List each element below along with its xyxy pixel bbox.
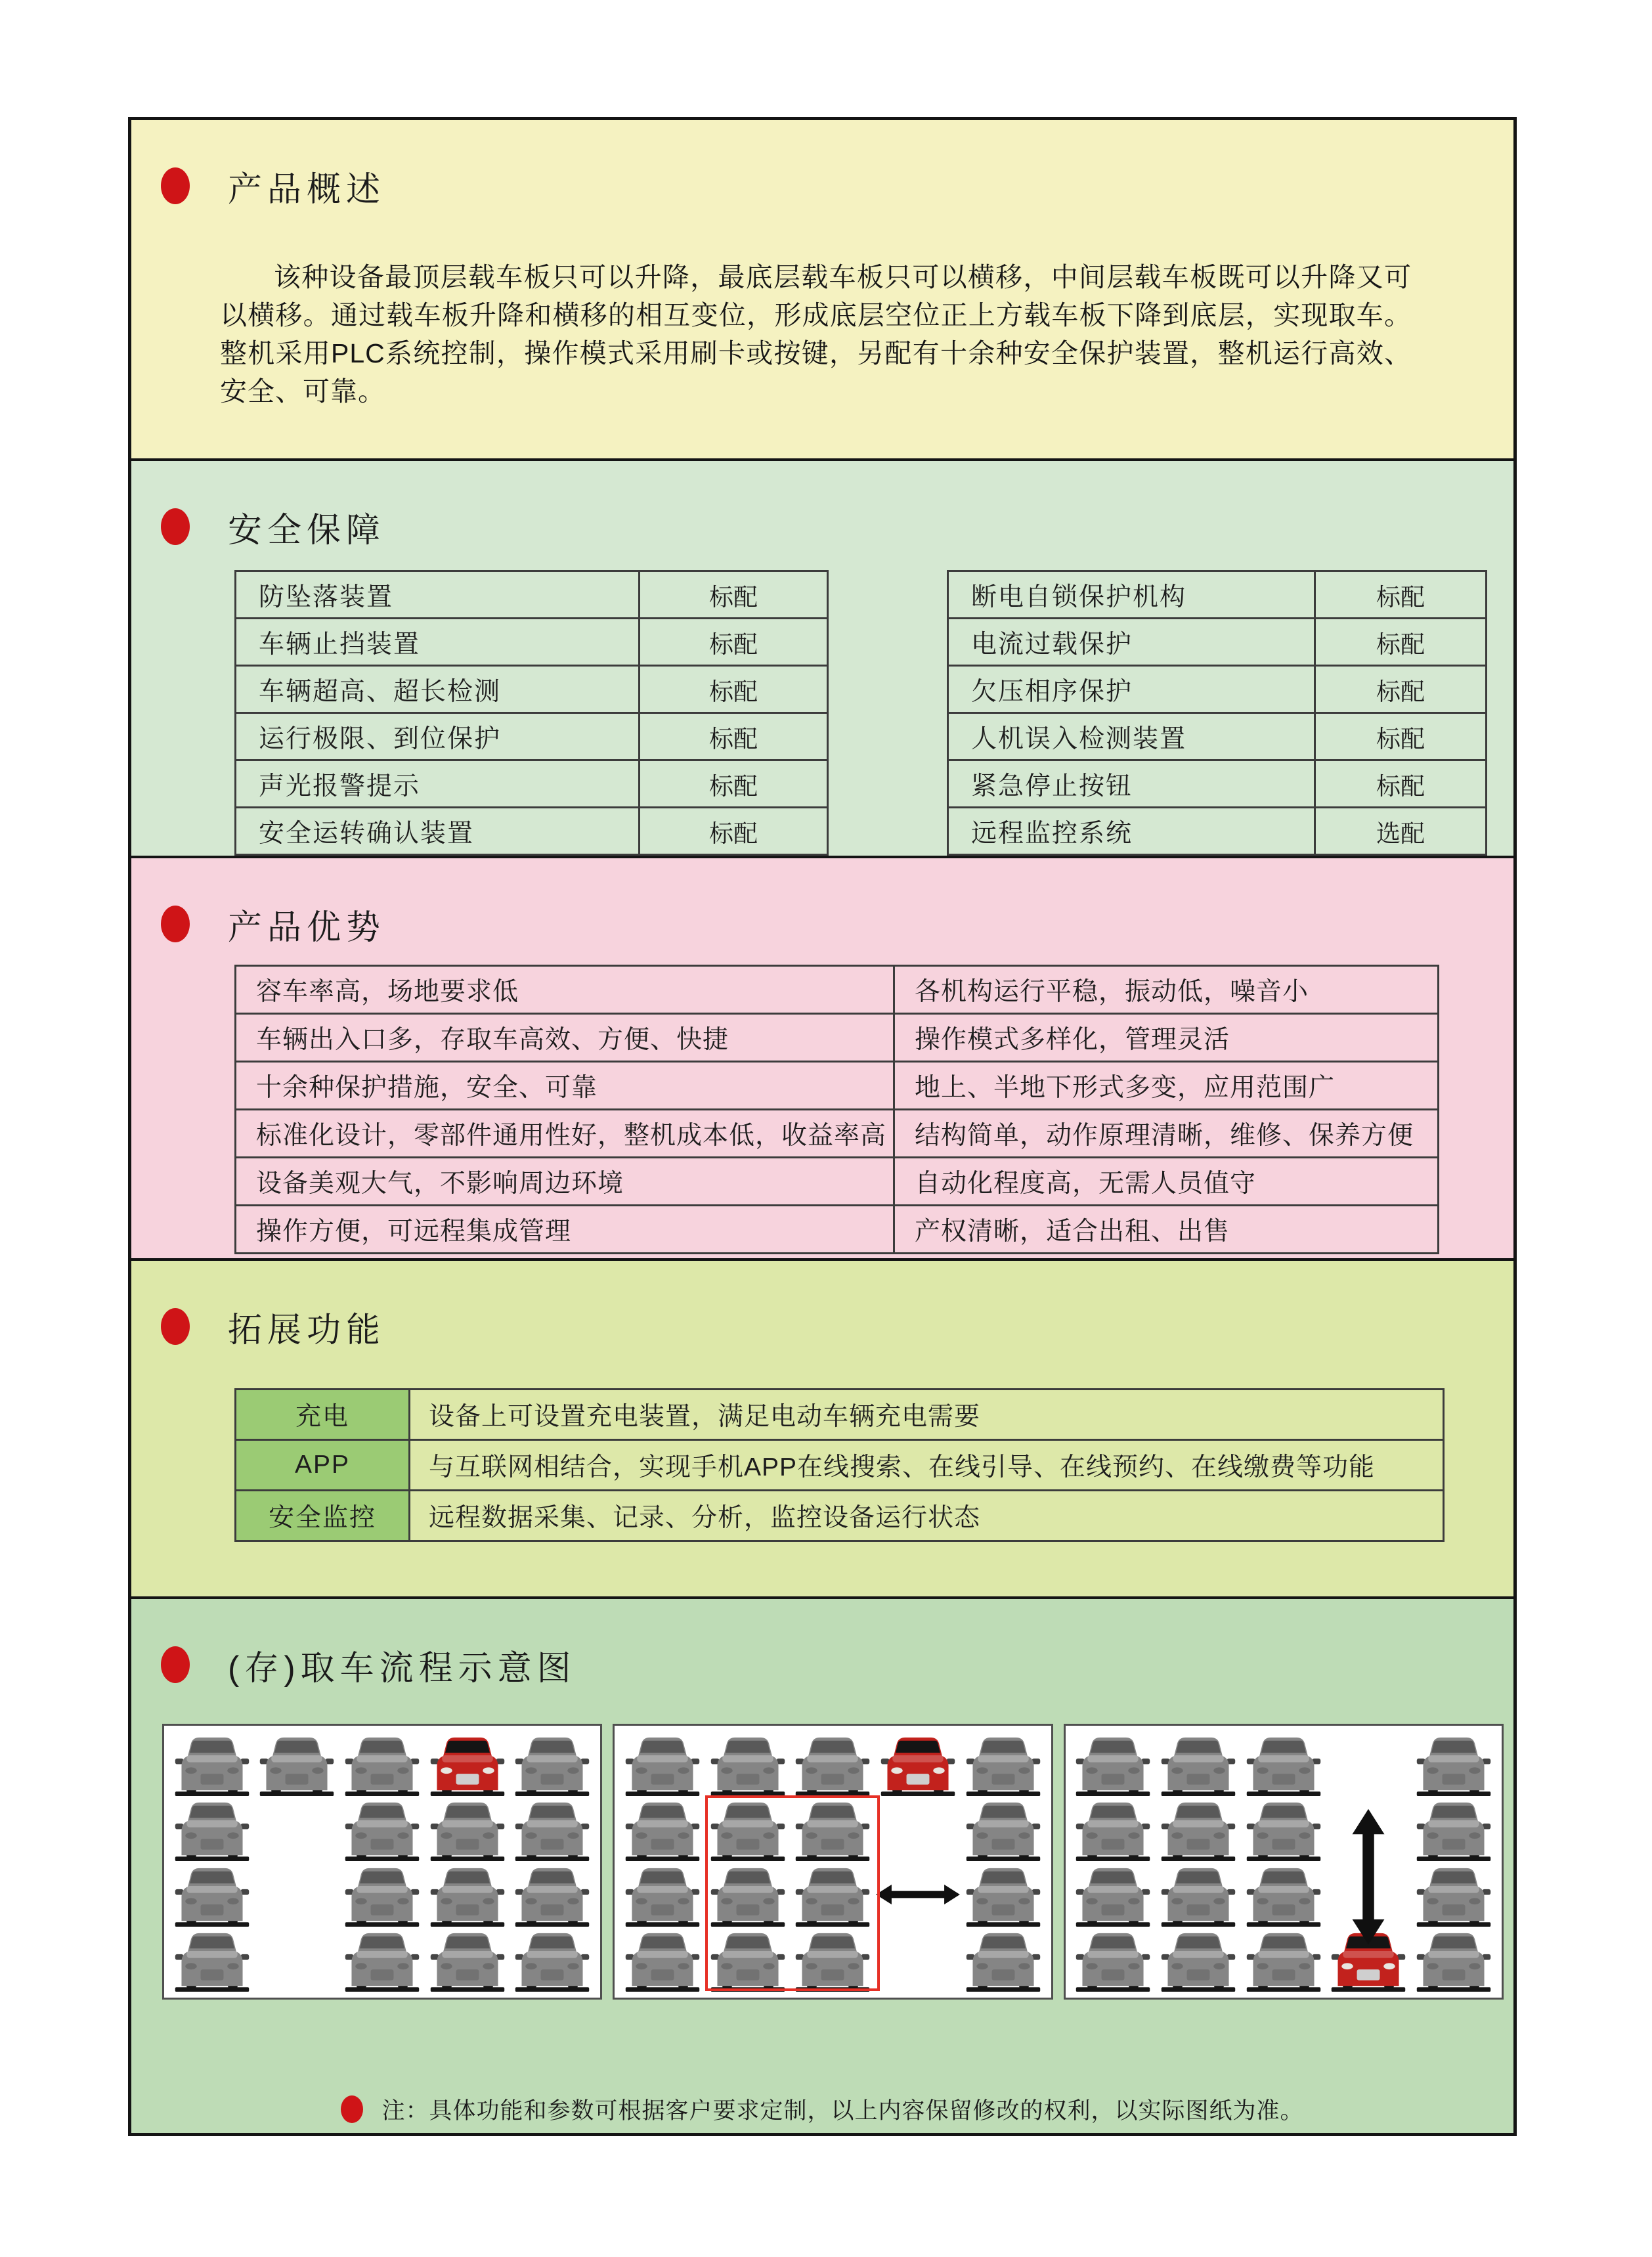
grid-cell bbox=[1326, 1797, 1412, 1862]
grid-cell bbox=[961, 1862, 1046, 1927]
section-header bbox=[161, 162, 1513, 209]
gray-car-icon bbox=[173, 1734, 251, 1797]
grid-cell bbox=[1326, 1731, 1412, 1797]
safety-value-cell: 标配 bbox=[1376, 725, 1425, 753]
note-text: 注：具体功能和参数可根据客户要求定制，以上内容保留修改的权利，以实际图纸为准。 bbox=[381, 2098, 1304, 2124]
safety-table-row bbox=[236, 714, 827, 761]
grid-cell bbox=[961, 1797, 1046, 1862]
grid-cell bbox=[620, 1731, 705, 1797]
safety-item-cell: 运行极限、到位保护 bbox=[236, 714, 640, 759]
flow-panel-step-2 bbox=[613, 1724, 1053, 2000]
gray-car-icon bbox=[429, 1799, 506, 1862]
gray-car-icon bbox=[794, 1865, 871, 1927]
double-arrow-vertical-icon bbox=[1350, 1802, 1387, 1952]
grid-cell bbox=[425, 1797, 510, 1862]
section-product-advantages bbox=[131, 856, 1513, 1258]
safety-table-row bbox=[949, 619, 1485, 667]
advantage-row bbox=[236, 1015, 1437, 1063]
safety-table-row bbox=[949, 667, 1485, 714]
grid-cell bbox=[339, 1862, 425, 1927]
gray-car-icon bbox=[173, 1799, 251, 1862]
grid-cell bbox=[1241, 1862, 1326, 1927]
functions-table bbox=[234, 1388, 1445, 1542]
safety-item-cell: 声光报警提示 bbox=[236, 761, 640, 806]
section-safety-guarantee bbox=[131, 458, 1513, 856]
gray-car-icon bbox=[794, 1734, 871, 1797]
function-desc-cell: 远程数据采集、记录、分析，监控设备运行状态 bbox=[429, 1504, 981, 1532]
grid-cell bbox=[1241, 1731, 1326, 1797]
grid-cell bbox=[705, 1797, 791, 1862]
grid-cell bbox=[705, 1862, 791, 1927]
gray-car-icon bbox=[624, 1734, 701, 1797]
grid-cell bbox=[425, 1862, 510, 1927]
grid-cell bbox=[255, 1797, 340, 1862]
gray-car-icon bbox=[709, 1865, 787, 1927]
gray-car-icon bbox=[709, 1930, 787, 1992]
advantages-table bbox=[234, 965, 1439, 1254]
safety-table-left bbox=[234, 570, 829, 856]
function-row bbox=[236, 1491, 1443, 1542]
gray-car-icon bbox=[965, 1865, 1042, 1927]
grid-cell bbox=[875, 1797, 961, 1862]
function-desc-cell: 设备上可设置充电装置，满足电动车辆充电需要 bbox=[429, 1403, 981, 1431]
red-car-icon bbox=[879, 1734, 957, 1797]
grid-cell bbox=[790, 1927, 875, 1993]
grid-cell bbox=[875, 1927, 961, 1993]
double-arrow-horizontal-icon bbox=[875, 1879, 961, 1910]
section-header bbox=[161, 503, 1513, 550]
gray-car-icon bbox=[1245, 1799, 1322, 1862]
gray-car-icon bbox=[1074, 1930, 1152, 1992]
grid-cell bbox=[1156, 1862, 1241, 1927]
section-bullet-icon bbox=[161, 1308, 190, 1345]
grid-cell bbox=[1071, 1731, 1156, 1797]
safety-item-cell: 欠压相序保护 bbox=[949, 667, 1316, 712]
safety-item-cell: 防坠落装置 bbox=[236, 572, 640, 617]
grid-cell bbox=[510, 1927, 596, 1993]
safety-table-row bbox=[236, 667, 827, 714]
gray-car-icon bbox=[1245, 1930, 1322, 1992]
grid-cell bbox=[255, 1731, 340, 1797]
gray-car-icon bbox=[1074, 1799, 1152, 1862]
gray-car-icon bbox=[343, 1799, 421, 1862]
gray-car-icon bbox=[1160, 1799, 1237, 1862]
flow-panel-step-3 bbox=[1064, 1724, 1504, 2000]
gray-car-icon bbox=[624, 1865, 701, 1927]
gray-car-icon bbox=[1415, 1865, 1492, 1927]
grid-cell bbox=[425, 1927, 510, 1993]
advantage-left-cell: 车辆出入口多，存取车高效、方便、快捷 bbox=[236, 1015, 895, 1061]
advantage-left-cell: 标准化设计，零部件通用性好，整机成本低，收益率高 bbox=[236, 1110, 895, 1156]
advantage-right-cell: 结构简单，动作原理清晰，维修、保养方便 bbox=[915, 1122, 1414, 1150]
grid-cell bbox=[425, 1731, 510, 1797]
advantage-row bbox=[236, 1206, 1437, 1254]
grid-cell bbox=[169, 1797, 255, 1862]
function-label-cell: 充电 bbox=[236, 1390, 410, 1439]
gray-car-icon bbox=[343, 1734, 421, 1797]
safety-value-cell: 标配 bbox=[709, 820, 758, 847]
safety-value-cell: 标配 bbox=[1376, 630, 1425, 658]
advantage-right-cell: 地上、半地下形式多变，应用范围广 bbox=[915, 1074, 1336, 1102]
safety-item-cell: 安全运转确认装置 bbox=[236, 808, 640, 854]
safety-tables bbox=[234, 570, 1513, 856]
gray-car-icon bbox=[965, 1930, 1042, 1992]
safety-table-right bbox=[947, 570, 1487, 856]
gray-car-icon bbox=[709, 1799, 787, 1862]
safety-item-cell: 车辆超高、超长检测 bbox=[236, 667, 640, 712]
safety-item-cell: 人机误入检测装置 bbox=[949, 714, 1316, 759]
safety-item-cell: 断电自锁保护机构 bbox=[949, 572, 1316, 617]
safety-value-cell: 标配 bbox=[709, 630, 758, 658]
section-product-overview bbox=[131, 120, 1513, 458]
grid-cell bbox=[620, 1927, 705, 1993]
grid-cell bbox=[255, 1927, 340, 1993]
gray-car-icon bbox=[794, 1930, 871, 1992]
section-title-overview: 产品概述 bbox=[228, 170, 386, 209]
safety-value-cell: 标配 bbox=[1376, 678, 1425, 705]
function-row bbox=[236, 1390, 1443, 1441]
gray-car-icon bbox=[624, 1930, 701, 1992]
section-flow-diagram bbox=[131, 1596, 1513, 2133]
gray-car-icon bbox=[1415, 1930, 1492, 1992]
section-header bbox=[161, 1303, 1513, 1350]
advantage-left-cell: 容车率高，场地要求低 bbox=[236, 967, 895, 1013]
section-header bbox=[161, 900, 1513, 948]
gray-car-icon bbox=[624, 1799, 701, 1862]
section-bullet-icon bbox=[161, 906, 190, 942]
safety-value-cell: 选配 bbox=[1376, 820, 1425, 847]
advantage-row bbox=[236, 1110, 1437, 1158]
gray-car-icon bbox=[429, 1865, 506, 1927]
grid-cell bbox=[875, 1862, 961, 1927]
safety-table-row bbox=[236, 572, 827, 619]
advantage-row bbox=[236, 1063, 1437, 1110]
grid-cell bbox=[1411, 1797, 1496, 1862]
flow-panels bbox=[162, 1724, 1504, 2000]
advantage-right-cell: 各机构运行平稳，振动低，噪音小 bbox=[915, 978, 1309, 1006]
safety-value-cell: 标配 bbox=[709, 725, 758, 753]
safety-value-cell: 标配 bbox=[1376, 583, 1425, 611]
safety-item-cell: 电流过载保护 bbox=[949, 619, 1316, 665]
gray-car-icon bbox=[1160, 1930, 1237, 1992]
advantage-left-cell: 操作方便，可远程集成管理 bbox=[236, 1206, 895, 1252]
grid-cell bbox=[169, 1862, 255, 1927]
grid-cell bbox=[1411, 1731, 1496, 1797]
grid-cell bbox=[1156, 1731, 1241, 1797]
section-bullet-icon bbox=[161, 508, 190, 545]
gray-car-icon bbox=[709, 1734, 787, 1797]
red-car-icon bbox=[429, 1734, 506, 1797]
safety-table-row bbox=[236, 619, 827, 667]
grid-cell bbox=[961, 1731, 1046, 1797]
gray-car-icon bbox=[343, 1865, 421, 1927]
grid-cell bbox=[1411, 1862, 1496, 1927]
grid-cell bbox=[705, 1731, 791, 1797]
section-bullet-icon bbox=[161, 167, 190, 204]
section-title-safety: 安全保障 bbox=[228, 511, 386, 550]
grid-cell bbox=[1156, 1927, 1241, 1993]
gray-car-icon bbox=[513, 1865, 591, 1927]
gray-car-icon bbox=[343, 1930, 421, 1992]
gray-car-icon bbox=[1245, 1865, 1322, 1927]
function-desc-cell: 与互联网相结合，实现手机APP在线搜索、在线引导、在线预约、在线缴费等功能 bbox=[429, 1453, 1376, 1481]
gray-car-icon bbox=[1160, 1734, 1237, 1797]
grid-cell bbox=[790, 1797, 875, 1862]
gray-car-icon bbox=[429, 1930, 506, 1992]
safety-item-cell: 紧急停止按钮 bbox=[949, 761, 1316, 806]
grid-cell bbox=[1411, 1927, 1496, 1993]
section-extended-functions bbox=[131, 1258, 1513, 1596]
safety-table-row bbox=[949, 714, 1485, 761]
flow-panel-step-1 bbox=[162, 1724, 602, 2000]
gray-car-icon bbox=[1074, 1734, 1152, 1797]
grid-cell bbox=[510, 1731, 596, 1797]
grid-cell bbox=[169, 1927, 255, 1993]
grid-cell bbox=[339, 1797, 425, 1862]
gray-car-icon bbox=[173, 1930, 251, 1992]
grid-cell bbox=[510, 1797, 596, 1862]
section-title-functions: 拓展功能 bbox=[228, 1311, 386, 1349]
grid-cell bbox=[510, 1862, 596, 1927]
advantage-row bbox=[236, 967, 1437, 1015]
grid-cell bbox=[169, 1731, 255, 1797]
gray-car-icon bbox=[513, 1799, 591, 1862]
safety-value-cell: 标配 bbox=[709, 678, 758, 705]
safety-table-row bbox=[949, 808, 1485, 856]
gray-car-icon bbox=[258, 1734, 336, 1797]
safety-item-cell: 车辆止挡装置 bbox=[236, 619, 640, 665]
gray-car-icon bbox=[794, 1799, 871, 1862]
safety-table-row bbox=[236, 761, 827, 808]
function-row bbox=[236, 1441, 1443, 1491]
gray-car-icon bbox=[1245, 1734, 1322, 1797]
grid-cell bbox=[875, 1731, 961, 1797]
gray-car-icon bbox=[513, 1930, 591, 1992]
section-title-advantages: 产品优势 bbox=[228, 908, 386, 947]
grid-cell bbox=[620, 1797, 705, 1862]
gray-car-icon bbox=[1415, 1799, 1492, 1862]
content-box bbox=[128, 117, 1517, 2136]
grid-cell bbox=[1071, 1797, 1156, 1862]
advantage-left-cell: 十余种保护措施，安全、可靠 bbox=[236, 1063, 895, 1108]
grid-cell bbox=[790, 1862, 875, 1927]
section-title-flow: (存)取车流程示意图 bbox=[228, 1649, 576, 1688]
advantage-right-cell: 产权清晰，适合出租、出售 bbox=[915, 1217, 1230, 1246]
safety-table-row bbox=[949, 572, 1485, 619]
grid-cell bbox=[790, 1731, 875, 1797]
safety-value-cell: 标配 bbox=[1376, 772, 1425, 800]
grid-cell bbox=[1241, 1797, 1326, 1862]
grid-cell bbox=[705, 1927, 791, 1993]
grid-cell bbox=[620, 1862, 705, 1927]
function-label-cell: APP bbox=[236, 1441, 410, 1489]
function-label-cell: 安全监控 bbox=[236, 1491, 410, 1540]
grid-cell bbox=[339, 1927, 425, 1993]
note-bullet-icon bbox=[341, 2095, 363, 2123]
advantage-left-cell: 设备美观大气，不影响周边环境 bbox=[236, 1158, 895, 1204]
gray-car-icon bbox=[173, 1865, 251, 1927]
safety-value-cell: 标配 bbox=[709, 583, 758, 611]
safety-value-cell: 标配 bbox=[709, 772, 758, 800]
grid-cell bbox=[961, 1927, 1046, 1993]
safety-table-row bbox=[949, 761, 1485, 808]
footer-note bbox=[131, 2093, 1513, 2126]
overview-paragraph: 该种设备最顶层载车板只可以升降，最底层载车板只可以横移，中间层载车板既可以升降又可以横移。通过载车板升降和横移的相互变位，形成底层空位正上方载车板下降到底层，实现取车。整机采用PLC系统控制，操作模式采用刷卡或按键，另配有十余种安全保护装置，整机运行高效、安全、可靠。 bbox=[220, 262, 1412, 406]
advantage-row bbox=[236, 1158, 1437, 1206]
grid-cell bbox=[1071, 1927, 1156, 1993]
gray-car-icon bbox=[965, 1734, 1042, 1797]
gray-car-icon bbox=[1415, 1734, 1492, 1797]
grid-cell bbox=[1156, 1797, 1241, 1862]
grid-cell bbox=[339, 1731, 425, 1797]
safety-item-cell: 远程监控系统 bbox=[949, 808, 1316, 854]
section-bullet-icon bbox=[161, 1646, 190, 1683]
grid-cell bbox=[255, 1862, 340, 1927]
gray-car-icon bbox=[513, 1734, 591, 1797]
gray-car-icon bbox=[1074, 1865, 1152, 1927]
advantage-right-cell: 自动化程度高，无需人员值守 bbox=[915, 1170, 1257, 1198]
gray-car-icon bbox=[1160, 1865, 1237, 1927]
advantage-right-cell: 操作模式多样化，管理灵活 bbox=[915, 1026, 1230, 1054]
section-header bbox=[161, 1641, 1513, 1688]
grid-cell bbox=[1071, 1862, 1156, 1927]
grid-cell bbox=[1241, 1927, 1326, 1993]
gray-car-icon bbox=[965, 1799, 1042, 1862]
safety-table-row bbox=[236, 808, 827, 856]
